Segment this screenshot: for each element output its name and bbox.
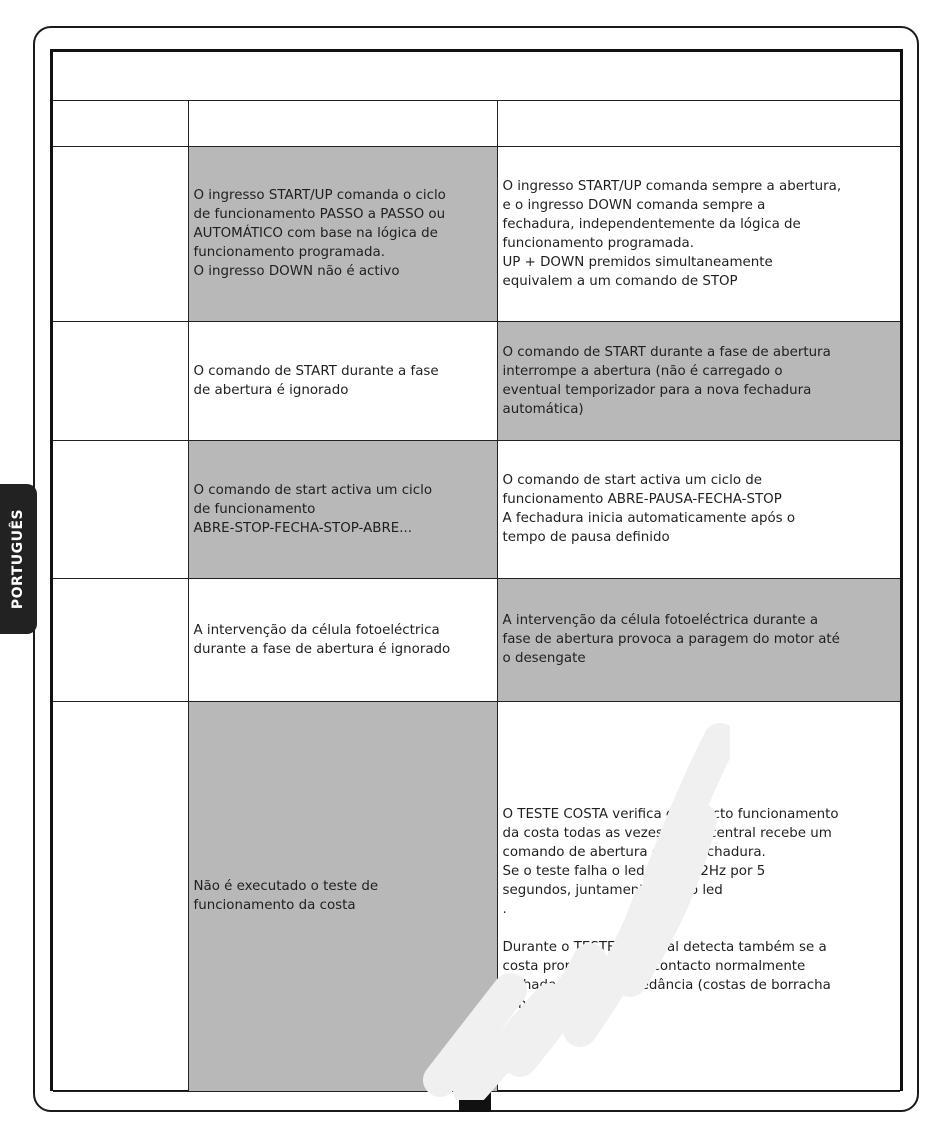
table-title-row: [53, 52, 900, 100]
row-option-2: O comando de start activa um ciclo de funcionamento ABRE-PAUSA-FECHA-STOP A fechadura inicia automaticamente após o tempo de pausa definido: [497, 440, 900, 578]
row-option-1: A intervenção da célula fotoeléctrica durante a fase de abertura é ignorado: [188, 578, 497, 701]
table-row: [53, 146, 900, 321]
row-option-2: O comando de START durante a fase de abertura interrompe a abertura (não é carregado o eventual temporizador para a nova fechadura automática): [497, 321, 900, 440]
table-title: [53, 52, 900, 100]
row-option-1: O ingresso START/UP comanda o ciclo de funcionamento PASSO a PASSO ou AUTOMÁTICO com base na lógica de funcionamento programada. O ingresso DOWN não é activo: [188, 146, 497, 321]
parameters-table: [53, 52, 900, 1092]
table-row: [53, 440, 900, 578]
row-parameter: [53, 440, 188, 578]
header-parameter: [53, 100, 188, 146]
header-option-2: [497, 100, 900, 146]
row-option-1: Não é executado o teste de funcionamento da costa: [188, 701, 497, 1091]
table-row: [53, 321, 900, 440]
row-option-2: A intervenção da célula fotoeléctrica durante a fase de abertura provoca a paragem do motor até o desengate: [497, 578, 900, 701]
row-parameter: [53, 578, 188, 701]
language-side-tab: [0, 484, 37, 634]
row-option-1: O comando de START durante a fase de abertura é ignorado: [188, 321, 497, 440]
parameters-table-frame: [50, 49, 903, 1091]
table-row: [53, 701, 900, 1091]
table-row: [53, 578, 900, 701]
row-parameter: [53, 701, 188, 1091]
row-parameter: [53, 321, 188, 440]
row-option-2: O TESTE COSTA verifica o correcto funcionamento da costa todas as vezes que a central recebe um comando de abertura ou de fechadura. Se o teste falha o led pisca a 2Hz por 5 segundos, juntamente com o led . Durante o TESTE a central detecta também se a costa proporciona um contacto normalmente fechado ou uma impedância (costas de borracha condutora).: [502, 807, 839, 1012]
row-option-2: O ingresso START/UP comanda sempre a abertura, e o ingresso DOWN comanda sempre a fechadura, independentemente da lógica de funcionamento programada. UP + DOWN premidos simultaneamente equivalem a um comando de STOP: [497, 146, 900, 321]
row-option-2-cell: [497, 701, 900, 1091]
language-label: PORTUGUÊS: [10, 508, 27, 610]
row-parameter: [53, 146, 188, 321]
table-header-row: [53, 100, 900, 146]
page-tab-marker: [459, 1090, 491, 1112]
row-option-1: O comando de start activa um ciclo de funcionamento ABRE-STOP-FECHA-STOP-ABRE...: [188, 440, 497, 578]
header-option-1: [188, 100, 497, 146]
